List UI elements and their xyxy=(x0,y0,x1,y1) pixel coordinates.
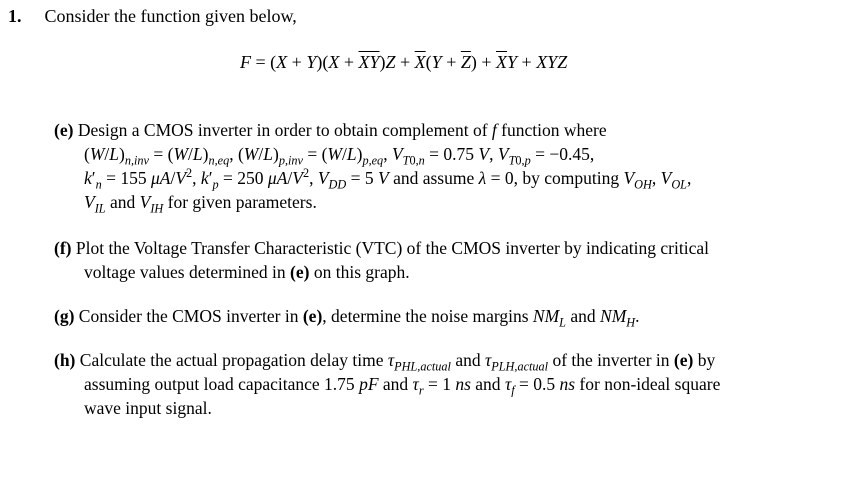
function-equation: $F = (X + Y)(X + \overline{XY})Z + \overline{X}(Y + \overline{Z}) + \overline{X}Y$ + XYZ xyxy=(240,52,568,72)
part-g: (g) Consider the CMOS inverter in (e), determine the noise margins $NM_L$ and $NM_H$. xyxy=(54,306,640,330)
part-e: (e) Design a CMOS inverter in order to obtain complement of f function where $(W/L)_{n,inv} = (W/L)_{n,eq}$, $(W/L)_{p,inv} = (W/L)_{p,eq}$, $V_{T0,n} = 0.75$ V, $V_{T0,p} = -0.45$, $k'_n = 155$ $\mu A/V^2$, $k'_p = 250$ $\mu A/V^2$, $V_{DD} = 5$ V and assume λ = 0, by computing $V_{OH}$, $V_{OL}$, $V_{IL}$ and $V_{IH}$ for given parameters. xyxy=(54,120,692,216)
question-number: 1. xyxy=(8,6,22,26)
part-f-line1: Plot the Voltage Transfer Characteristic (VTC) of the CMOS inverter by indicating critical xyxy=(75,238,709,258)
part-h-line3: wave input signal. xyxy=(84,398,212,418)
part-e-letter: (e) xyxy=(54,120,74,140)
part-g-ref: (e) xyxy=(302,306,323,326)
question-header xyxy=(8,6,297,27)
part-h: (h) Calculate the actual propagation delay time $\tau_{PHL,actual}$ and $\tau_{PLH,actual}$ of the inverter in (e) by assuming output load capacitance 1.75 pF and $\tau_r = 1$ ns and $\tau_f = 0.5$ ns for non-ideal square wave input signal. xyxy=(54,348,824,420)
part-f-line2-pre: voltage values determined in xyxy=(84,262,291,282)
question-intro: Consider the function given below, xyxy=(44,6,297,26)
part-f-ref: (e) xyxy=(290,262,310,282)
part-g-letter: (g) xyxy=(54,306,75,326)
part-f-letter: (f) xyxy=(54,238,72,258)
part-f xyxy=(54,236,824,284)
part-g-pre: Consider the CMOS inverter in xyxy=(78,306,303,326)
part-h-letter: (h) xyxy=(54,350,76,370)
part-f-line2-post: on this graph. xyxy=(309,262,410,282)
